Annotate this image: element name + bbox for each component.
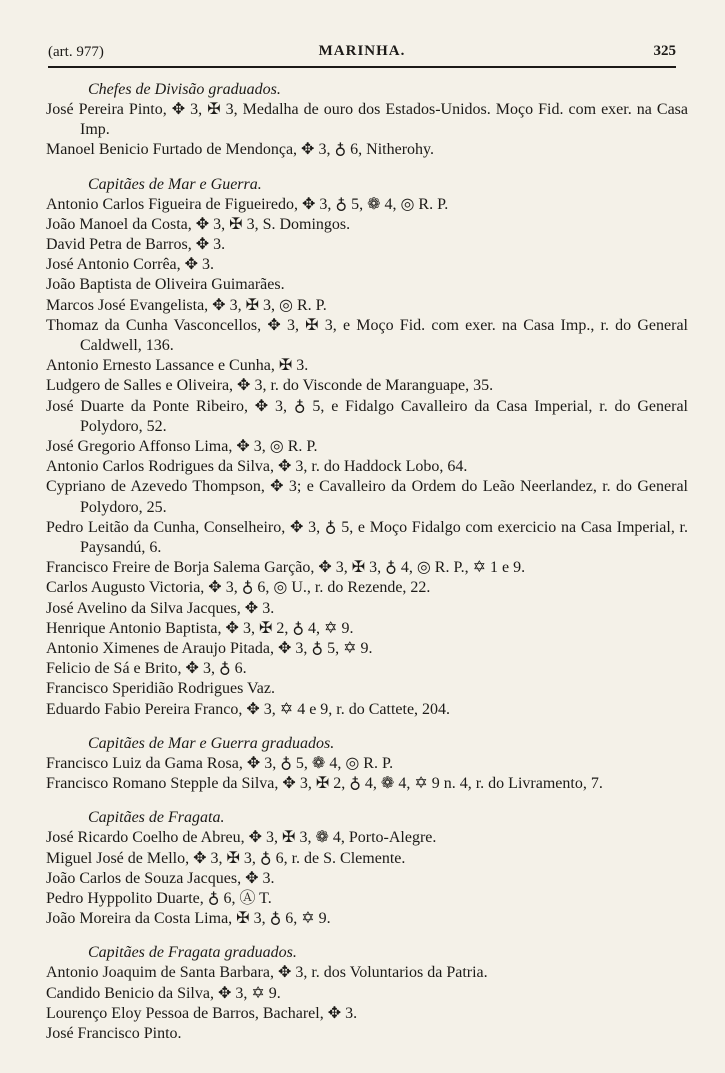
section-capitaes-de-fragata-graduados [46, 943, 688, 1044]
section-title: Capitães de Fragata. [88, 809, 225, 827]
roster-entry: Miguel José de Mello, ✥ 3, ✠ 3, ♁ 6, r. de S. Clemente. [46, 849, 406, 867]
roster-entry: Antonio Joaquim de Santa Barbara, ✥ 3, r. dos Voluntarios da Patria. [46, 964, 488, 982]
section-title: Capitães de Mar e Guerra. [88, 175, 262, 193]
roster-entry: Marcos José Evangelista, ✥ 3, ✠ 3, ◎ R. P. [46, 296, 327, 314]
roster-entry: José Francisco Pinto. [46, 1024, 182, 1042]
roster-entry: Thomaz da Cunha Vasconcellos, ✥ 3, ✠ 3, e Moço Fid. com exer. na Casa Imp., r. do General Caldwell, 136. [46, 316, 688, 355]
roster-entry: José Pereira Pinto, ✥ 3, ✠ 3, Medalha de ouro dos Estados-Unidos. Moço Fid. com exer. na Casa Imp. [46, 101, 688, 139]
roster-entry: José Antonio Corrêa, ✥ 3. [46, 256, 215, 274]
roster-entry: Antonio Ximenes de Araujo Pitada, ✥ 3, ♁ 5, ✡ 9. [46, 640, 373, 658]
roster-entry: Ludgero de Salles e Oliveira, ✥ 3, r. do Visconde de Maranguape, 35. [46, 377, 494, 395]
page-number: 325 [653, 43, 676, 59]
header-rule [48, 66, 676, 68]
roster-entry: Antonio Carlos Figueira de Figueiredo, ✥ 3, ♁ 5, ❁ 4, ◎ R. P. [46, 195, 449, 213]
roster-entry: Cypriano de Azevedo Thompson, ✥ 3; e Cavalleiro da Ordem do Leão Neerlandez, r. do General Polydoro, 25. [46, 478, 688, 516]
roster-entry: Manoel Benicio Furtado de Mendonça, ✥ 3, ♁ 6, Nitherohy. [46, 141, 434, 159]
roster-entry: João Manoel da Costa, ✥ 3, ✠ 3, S. Domingos. [46, 215, 351, 233]
roster-entry: José Avelino da Silva Jacques, ✥ 3. [46, 599, 275, 617]
roster-entry: Francisco Freire de Borja Salema Garção, ✥ 3, ✠ 3, ♁ 4, ◎ R. P., ✡ 1 e 9. [46, 559, 526, 577]
roster-entry: Pedro Leitão da Cunha, Conselheiro, ✥ 3, ♁ 5, e Moço Fidalgo com exercicio na Casa Imperial, r. Paysandú, 6. [46, 518, 688, 557]
roster-entry: Lourenço Eloy Pessoa de Barros, Bacharel, ✥ 3. [46, 1004, 358, 1022]
section-chefes-de-divisao-graduados [46, 80, 688, 161]
section-title: Capitães de Mar e Guerra graduados. [88, 734, 335, 752]
roster-entry: Felicio de Sá e Brito, ✥ 3, ♁ 6. [46, 660, 247, 678]
section-title: Capitães de Fragata graduados. [88, 944, 297, 962]
roster-entry: Carlos Augusto Victoria, ✥ 3, ♁ 6, ◎ U., r. do Rezende, 22. [46, 579, 431, 597]
roster-entry: José Duarte da Ponte Ribeiro, ✥ 3, ♁ 5, e Fidalgo Cavalleiro da Casa Imperial, r. do General Polydoro, 52. [46, 397, 688, 435]
roster-entry: Pedro Hyppolito Duarte, ♁ 6, Ⓐ T. [46, 889, 272, 907]
roster-body [46, 80, 688, 1044]
roster-entry: João Carlos de Souza Jacques, ✥ 3. [46, 869, 275, 887]
roster-entry: José Ricardo Coelho de Abreu, ✥ 3, ✠ 3, ❁ 4, Porto-Alegre. [46, 829, 437, 847]
roster-entry: Antonio Carlos Rodrigues da Silva, ✥ 3, r. do Haddock Lobo, 64. [46, 458, 468, 476]
roster-entry: João Baptista de Oliveira Guimarães. [46, 276, 285, 294]
roster-entry: David Petra de Barros, ✥ 3. [46, 236, 226, 254]
roster-entry: Francisco Romano Stepple da Silva, ✥ 3, ✠ 2, ♁ 4, ❁ 4, ✡ 9 n. 4, r. do Livramento, 7. [46, 775, 603, 793]
running-header [48, 42, 676, 66]
running-title: MARINHA. [318, 43, 406, 59]
section-title: Chefes de Divisão graduados. [88, 81, 281, 98]
roster-entry: Francisco Speridião Rodrigues Vaz. [46, 680, 275, 698]
section-capitaes-de-mar-e-guerra-graduados [46, 734, 688, 794]
article-reference: (art. 977) [48, 44, 104, 60]
roster-entry: Henrique Antonio Baptista, ✥ 3, ✠ 2, ♁ 4, ✡ 9. [46, 619, 354, 637]
roster-entry: João Moreira da Costa Lima, ✠ 3, ♁ 6, ✡ 9. [46, 910, 331, 928]
roster-entry: Eduardo Fabio Pereira Franco, ✥ 3, ✡ 4 e 9, r. do Cattete, 204. [46, 700, 451, 718]
roster-entry: Candido Benicio da Silva, ✥ 3, ✡ 9. [46, 984, 281, 1002]
roster-entry: Antonio Ernesto Lassance e Cunha, ✠ 3. [46, 357, 309, 375]
roster-entry: Francisco Luiz da Gama Rosa, ✥ 3, ♁ 5, ❁ 4, ◎ R. P. [46, 754, 394, 772]
section-capitaes-de-mar-e-guerra [46, 175, 688, 720]
roster-entry: José Gregorio Affonso Lima, ✥ 3, ◎ R. P. [46, 438, 318, 456]
section-capitaes-de-fragata [46, 808, 688, 929]
